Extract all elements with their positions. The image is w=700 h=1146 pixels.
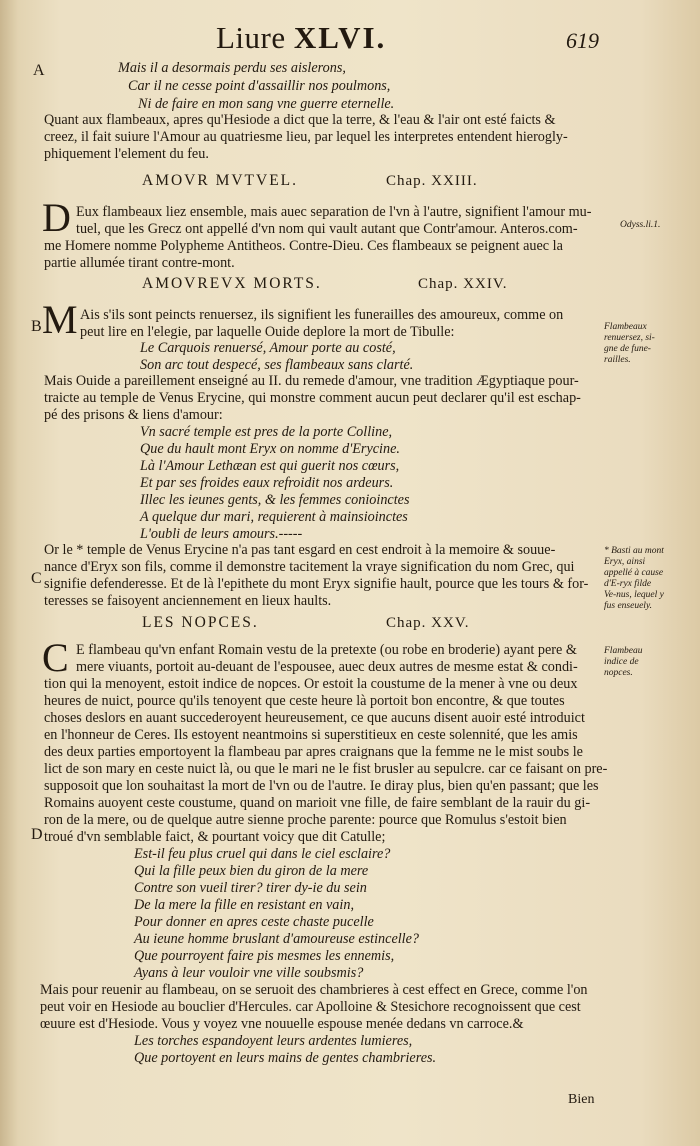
prose-line: des deux parties emportoyent la flambeau par apres craignans que la femme ne le mist soubs le [44, 744, 583, 760]
prose-line: nance d'Eryx son fils, comme il demonstre tacitement la vraye signification du nom Grec, qui [44, 559, 575, 575]
margin-letter-b: B [31, 318, 42, 335]
prose-line: mere viuants, portoit au-deuant de l'espousee, auec deux autres de mesme estat & condi- [76, 659, 578, 675]
prose-line: partie allumée tirant contre-mont. [44, 255, 235, 271]
verse-line: Vn sacré temple est pres de la porte Colline, [140, 424, 393, 440]
verse-line: Ni de faire en mon sang vne guerre eternelle. [138, 96, 395, 112]
verse-line: Le Carquois renuersé, Amour porte au costé, [140, 340, 396, 356]
chapter-number: Chap. XXIV. [418, 276, 508, 292]
prose-line: E flambeau qu'vn enfant Romain vestu de la pretexte (ou robe en broderie) ayant pere & [76, 642, 577, 658]
prose-line: Mais pour reuenir au flambeau, on se seruoit des chambrieres à cest effect en Grece, comme l'on [40, 982, 588, 998]
marginal-note: Flambeaux renuersez, si-gne de fune-railles. [604, 322, 655, 365]
margin-letter-c: C [31, 570, 42, 587]
chapter-number: Chap. XXV. [386, 615, 470, 631]
verse-line: L'oubli de leurs amours.----- [140, 526, 303, 542]
prose-line: me Homere nomme Polypheme Antitheos. Contre-Dieu. Ces flambeaux se peignent auec la [44, 238, 563, 254]
chapter-heading: AMOVREVX MORTS. [142, 275, 322, 292]
chapter-heading: AMOVR MVTVEL. [142, 172, 299, 189]
running-head-book-number: XLVI. [293, 20, 387, 55]
verse-line: Et par ses froides eaux refroidit nos ardeurs. [140, 475, 394, 491]
prose-line: œuure est d'Hesiode. Vous y voyez vne nouuelle espouse menée dedans vn carroce.& [40, 1016, 524, 1032]
prose-line: phiquement l'element du feu. [44, 146, 209, 162]
verse-line: Est-il feu plus cruel qui dans le ciel esclaire? [134, 846, 391, 862]
prose-line: traicte au temple de Venus Erycine, qui monstre comment aucun peut declarer qu'il est eschap- [44, 390, 581, 406]
running-head-word: Liure [216, 20, 286, 55]
verse-line: Là l'Amour Lethæan est qui guerit nos cœurs, [140, 458, 400, 474]
drop-cap: C [42, 635, 69, 680]
margin-letter-d: D [31, 826, 43, 843]
verse-line: De la mere la fille en resistant en vain, [134, 897, 354, 913]
prose-line: lict de son mary en ceste nuict là, ou que le mari ne le fist brusler au sepulcre. car ce faisant on pre- [44, 761, 608, 777]
verse-line: Pour donner en apres ceste chaste pucelle [134, 914, 374, 930]
prose-line: peut lire en l'elegie, par laquelle Ouide deplore la mort de Tibulle: [80, 324, 455, 340]
verse-line: Illec les ieunes gents, & les femmes conioinctes [140, 492, 410, 508]
verse-line: Les torches espandoyent leurs ardentes lumieres, [134, 1033, 413, 1049]
drop-cap: D [42, 195, 71, 240]
verse-line: Au ieune homme bruslant d'amoureuse estincelle? [134, 931, 420, 947]
prose-line: signifie defenderesse. Et de là l'epithete du mont Eryx signifie hault, pource que les tours & for- [44, 576, 589, 592]
prose-line: Eux flambeaux liez ensemble, mais auec separation de l'vn à l'autre, signifient l'amour mu- [76, 204, 592, 220]
prose-line: tuel, que les Grecz ont appellé d'vn nom qui vault autant que Contr'amour. Anteros.com- [76, 221, 578, 237]
prose-line: en l'honneur de Ceres. Ils estoyent neantmoins si superstitieux en ceste solennité, que les amis [44, 727, 578, 743]
verse-line: Son arc tout despecé, ses flambeaux sans clarté. [140, 357, 414, 373]
prose-line: choses deslors en auant succederoyent heureusement, ce que aucuns disent auoir esté introduict [44, 710, 585, 726]
margin-letter-a: A [33, 62, 45, 79]
prose-line: heures de nuict, pource qu'ils tenoyent que ceste heure là portoit bon encontre, & que toutes [44, 693, 565, 709]
chapter-number: Chap. XXIII. [386, 173, 478, 189]
marginal-note: * Basti au mont Eryx, ainsi appellé à cause d'E-ryx filde Ve-nus, lequel y fus enseuely. [604, 546, 664, 611]
prose-line: tion qui la menoyent, estoit indice de nopces. Or estoit la coustume de la mener à vne ou deux [44, 676, 578, 692]
prose-line: ron de la mere, ou de quelque autre sienne proche parente: pource que Romulus s'estoit bien [44, 812, 567, 828]
verse-line: Que du hault mont Eryx on nomme d'Erycine. [140, 441, 400, 457]
prose-line: Romains auoyent ceste coustume, quand on marioit vne fille, de faire semblant de la rauir du gi- [44, 795, 591, 811]
verse-line: Qui la fille peux bien du giron de la mere [134, 863, 369, 879]
chapter-heading: LES NOPCES. [142, 614, 259, 631]
verse-line: A quelque dur mari, requierent à mainsioinctes [140, 509, 408, 525]
prose-line: Or le * temple de Venus Erycine n'a pas tant esgard en cest endroit à la memoire & souue- [44, 542, 556, 558]
verse-line: Que pourroyent faire pis mesmes les ennemis, [134, 948, 395, 964]
drop-cap: M [42, 297, 78, 342]
prose-line: supposoit que lon souhaitast la mort de l'vn ou de l'autre. Ie diray plus, bien qu'en passant; que les [44, 778, 599, 794]
marginal-note: Odyss.li.1. [620, 220, 661, 230]
verse-line: Mais il a desormais perdu ses aislerons, [118, 60, 346, 76]
verse-line: Contre son vueil tirer? tirer dy-ie du sein [134, 880, 367, 896]
prose-line: Quant aux flambeaux, apres qu'Hesiode a dict que la terre, & l'eau & l'air ont esté faicts & [44, 112, 556, 128]
marginal-note: Flambeau indice de nopces. [604, 646, 643, 678]
prose-line: Mais Ouide a pareillement enseigné au II. du remede d'amour, vne tradition Ægyptiaque pour- [44, 373, 579, 389]
prose-line: teresses se faisoyent anciennement en lieux haults. [44, 593, 332, 609]
page-number: 619 [566, 28, 599, 53]
running-head [216, 20, 386, 56]
prose-line: creez, il fait suiure l'Amour au quatriesme lieu, par lequel les interpretes entendent hierogly- [44, 129, 568, 145]
verse-line: Ayans à leur vouloir vne ville soubsmis? [134, 965, 364, 981]
verse-line: Que portoyent en leurs mains de gentes chambrieres. [134, 1050, 437, 1066]
verse-line: Car il ne cesse point d'assaillir nos poulmons, [128, 78, 391, 94]
catchword: Bien [568, 1092, 595, 1107]
prose-line: Ais s'ils sont peincts renuersez, ils signifient les funerailles des amoureux, comme on [80, 307, 564, 323]
prose-line: peut voir en Hesiode au bouclier d'Hercules. car Apolloine & Stesichore recognoissent que cest [40, 999, 581, 1015]
prose-line: pé des prisons & liens d'amour: [44, 407, 223, 423]
prose-line: troué d'vn semblable faict, & pourtant voicy que dit Catulle; [44, 829, 386, 845]
